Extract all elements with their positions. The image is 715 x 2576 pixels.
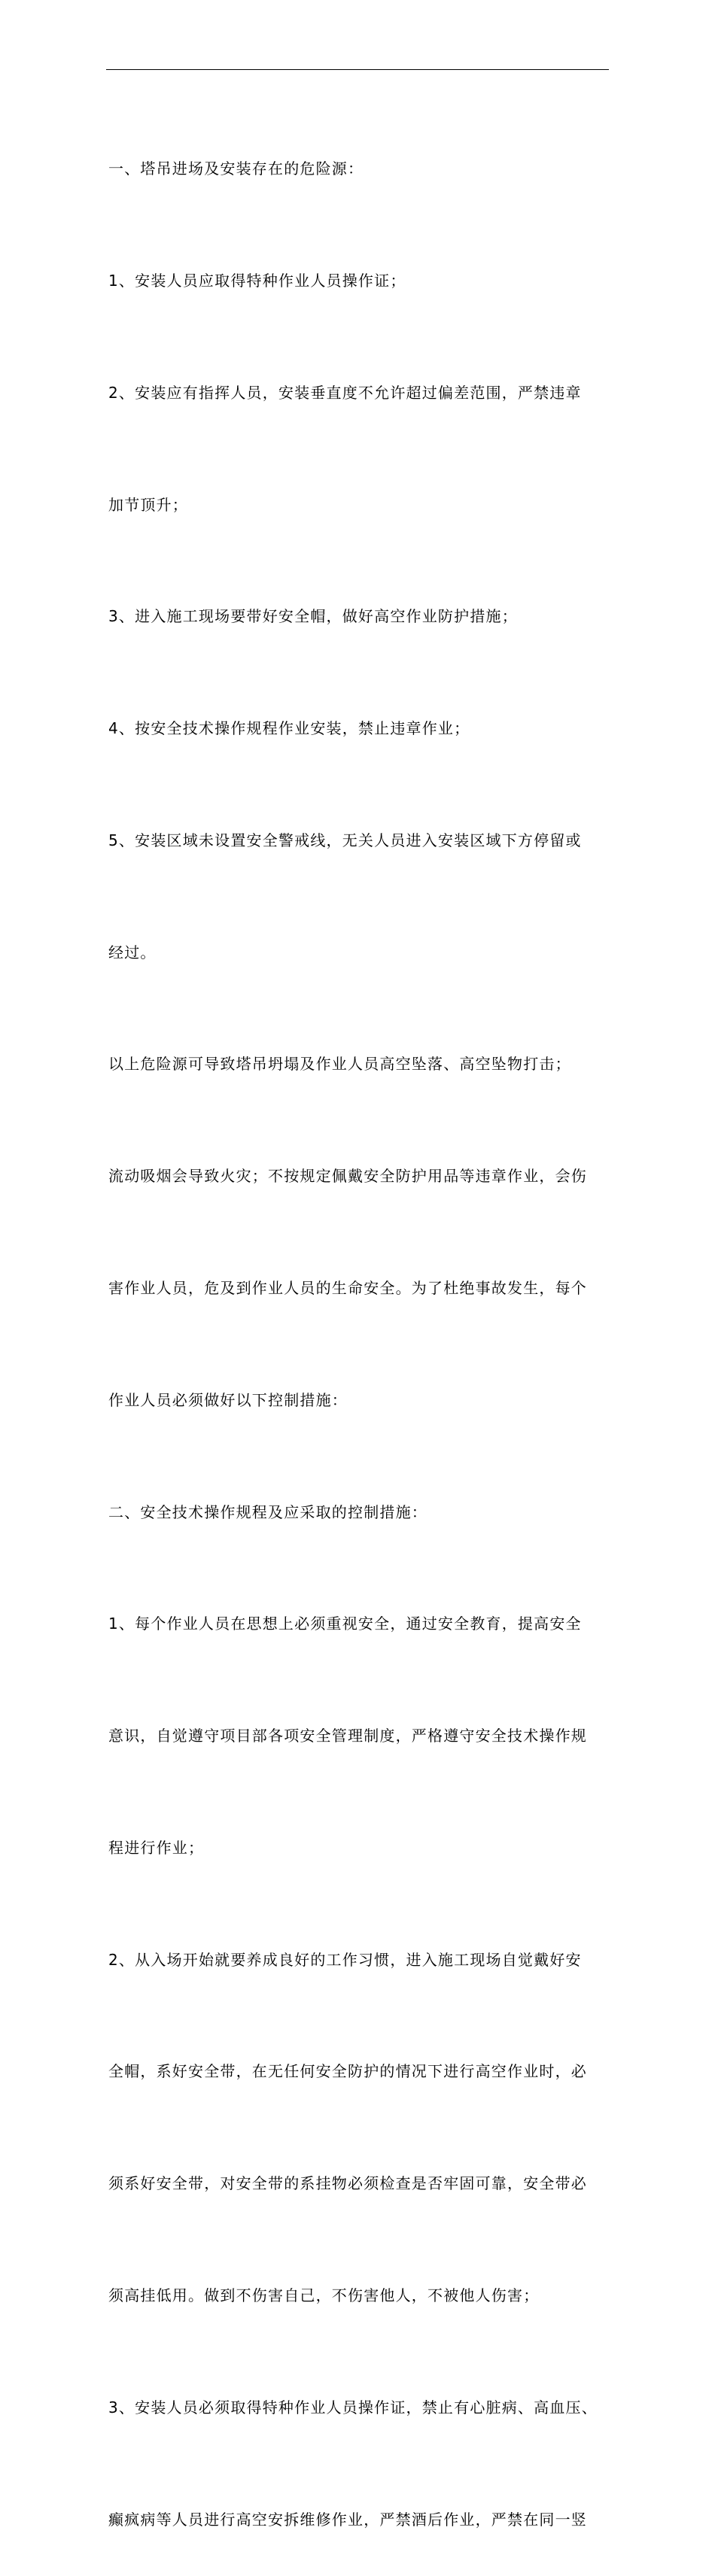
text-line: 程进行作业；: [108, 1838, 205, 1857]
text-line: 1、每个作业人员在思想上必须重视安全，通过安全教育，提高安全: [108, 1615, 582, 1633]
section-heading-2: 二、安全技术操作规程及应采取的控制措施：: [108, 1502, 427, 1521]
text-line: 1、安装人员应取得特种作业人员操作证；: [108, 271, 406, 290]
text-line: 2、安装应有指挥人员，安装垂直度不允许超过偏差范围，严禁违章: [108, 383, 582, 402]
text-line: 须系好安全带，对安全带的系挂物必须检查是否牢固可靠，安全带必: [108, 2174, 587, 2193]
header-rule: [106, 69, 609, 70]
text-line: 作业人员必须做好以下控制措施：: [108, 1390, 348, 1409]
text-line: 全帽，系好安全带，在无任何安全防护的情况下进行高空作业时，必: [108, 2062, 587, 2081]
text-line: 经过。: [108, 943, 157, 961]
text-line: 3、进入施工现场要带好安全帽，做好高空作业防护措施；: [108, 607, 518, 626]
text-line: 2、从入场开始就要养成良好的工作习惯，进入施工现场自觉戴好安: [108, 1950, 582, 1969]
text-line: 加节顶升；: [108, 495, 188, 514]
text-line: 3、安装人员必须取得特种作业人员操作证，禁止有心脏病、高血压、: [108, 2398, 598, 2417]
text-line: 流动吸烟会导致火灾；不按规定佩戴安全防护用品等违章作业，会伤: [108, 1167, 587, 1186]
text-line: 须高挂低用。做到不伤害自己，不伤害他人，不被他人伤害；: [108, 2286, 540, 2305]
text-line: 5、安装区域未设置安全警戒线，无关人员进入安装区域下方停留或: [108, 831, 582, 849]
section-heading-1: 一、塔吊进场及安装存在的危险源：: [108, 159, 364, 178]
text-line: 意识，自觉遵守项目部各项安全管理制度，严格遵守安全技术操作规: [108, 1727, 587, 1745]
text-line: 4、按安全技术操作规程作业安装，禁止违章作业；: [108, 719, 470, 738]
text-line: 以上危险源可导致塔吊坍塌及作业人员高空坠落、高空坠物打击；: [108, 1055, 571, 1074]
text-line: 癫疯病等人员进行高空安拆维修作业，严禁酒后作业，严禁在同一竖: [108, 2510, 587, 2529]
document-body: [108, 76, 617, 2576]
text-line: 害作业人员，危及到作业人员的生命安全。为了杜绝事故发生，每个: [108, 1279, 587, 1297]
